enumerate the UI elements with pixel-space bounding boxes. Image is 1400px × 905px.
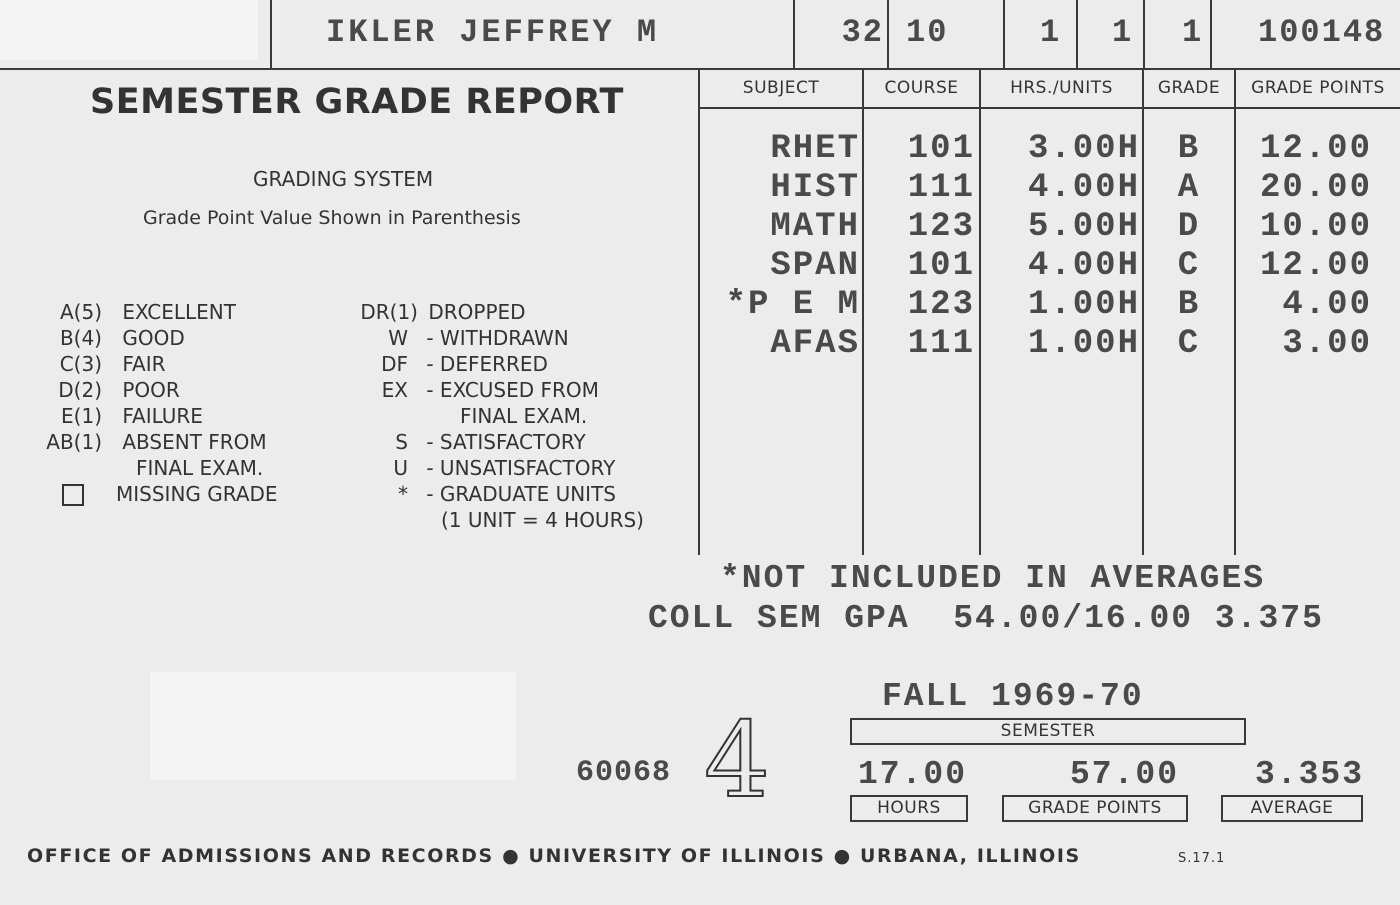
strip-code: 32 — [841, 14, 884, 51]
legend-item — [40, 325, 185, 351]
table-cell-points: 20.00 — [1259, 169, 1372, 207]
strip-divider — [270, 0, 272, 68]
column-header-subject: SUBJECT — [742, 78, 820, 98]
table-cell-grade: D — [1177, 208, 1201, 246]
legend-code: C(3) — [59, 352, 102, 376]
table-cell-points: 10.00 — [1259, 208, 1372, 246]
table-cell-subject: AFAS — [770, 325, 860, 363]
missing-grade-box-icon — [62, 484, 84, 506]
total-hours: 17.00 — [858, 756, 968, 793]
table-cell-grade: C — [1177, 247, 1201, 285]
table-cell-grade: C — [1177, 325, 1201, 363]
legend-code: DF — [381, 352, 408, 376]
legend-text: - UNSATISFACTORY — [426, 456, 616, 480]
semester-label-box: SEMESTER — [850, 718, 1246, 745]
strip-divider — [1210, 0, 1212, 68]
table-cell-hours: 4.00H — [1027, 247, 1140, 285]
table-column-rule — [1234, 68, 1236, 555]
grade-column — [1144, 130, 1234, 364]
footer-line — [27, 845, 1081, 867]
stub-number: 60068 — [576, 756, 672, 790]
legend-code: A(5) — [59, 300, 102, 324]
table-cell-course: 123 — [907, 208, 975, 246]
legend-text: (1 UNIT = 4 HOURS) — [441, 508, 644, 532]
legend-code: E(1) — [61, 404, 102, 428]
column-header-grade-points: GRADE POINTS — [1251, 78, 1385, 98]
table-cell-hours: 5.00H — [1027, 208, 1140, 246]
footer-bullet: ● — [833, 845, 860, 867]
table-cell-grade: A — [1177, 169, 1201, 207]
table-cell-hours: 4.00H — [1027, 169, 1140, 207]
legend-item — [40, 299, 236, 325]
column-header-hours: HRS./UNITS — [1010, 78, 1113, 98]
table-cell-subject: HIST — [770, 169, 860, 207]
grade-points-column — [1240, 130, 1372, 364]
table-cell-hours: 3.00H — [1027, 130, 1140, 168]
strip-code: 1 — [1112, 14, 1134, 51]
legend-item — [340, 481, 616, 507]
strip-code: 1 — [1040, 14, 1062, 51]
table-column-rule — [862, 68, 864, 555]
legend-text: ABSENT FROM — [122, 430, 267, 454]
legend-text: EXCELLENT — [122, 300, 236, 324]
semester-term: FALL 1969-70 — [882, 678, 1144, 715]
footer-university: UNIVERSITY OF ILLINOIS — [528, 845, 826, 867]
legend-code: AB(1) — [46, 430, 102, 454]
legend-text: MISSING GRADE — [116, 482, 278, 506]
legend-code: U — [393, 456, 408, 480]
legend-code: DR(1) — [360, 300, 418, 324]
table-cell-points: 4.00 — [1282, 286, 1372, 324]
table-cell-course: 111 — [907, 325, 975, 363]
footer-city: URBANA, ILLINOIS — [860, 845, 1081, 867]
strip-code: 10 — [906, 14, 949, 51]
table-cell-course: 101 — [907, 130, 975, 168]
legend-item — [40, 351, 166, 377]
legend-text: - EXCUSED FROM — [426, 378, 599, 402]
student-name: IKLER JEFFREY M — [326, 14, 660, 51]
legend-item — [340, 429, 586, 455]
table-cell-hours: 1.00H — [1027, 286, 1140, 324]
legend-item — [340, 377, 599, 403]
legend-text: FINAL EXAM. — [136, 456, 264, 480]
strip-code: 1 — [1182, 14, 1204, 51]
grading-system-subheading: Grade Point Value Shown in Parenthesis — [143, 207, 521, 229]
strip-divider — [1143, 0, 1145, 68]
legend-code: W — [388, 326, 408, 350]
legend-item — [340, 325, 569, 351]
table-cell-course: 101 — [907, 247, 975, 285]
legend-item — [40, 429, 267, 455]
gpa-line: COLL SEM GPA 54.00/16.00 3.375 — [648, 600, 1324, 637]
column-header-course: COURSE — [884, 78, 959, 98]
table-cell-subject: MATH — [770, 208, 860, 246]
table-cell-subject: SPAN — [770, 247, 860, 285]
table-cell-grade: B — [1177, 130, 1201, 168]
legend-item — [340, 455, 615, 481]
legend-text: POOR — [122, 378, 180, 402]
strip-divider — [1003, 0, 1005, 68]
legend-text: - SATISFACTORY — [426, 430, 586, 454]
redacted-area-top — [0, 0, 258, 60]
hours-label-box: HOURS — [850, 795, 968, 822]
table-cell-hours: 1.00H — [1027, 325, 1140, 363]
footer-bullet: ● — [502, 845, 529, 867]
table-column-rule — [698, 68, 700, 555]
strip-divider — [793, 0, 795, 68]
strip-code: 100148 — [1258, 14, 1386, 51]
table-column-rule — [979, 68, 981, 555]
course-column — [880, 130, 975, 364]
legend-item — [136, 455, 263, 481]
table-cell-grade: B — [1177, 286, 1201, 324]
table-cell-points: 12.00 — [1259, 247, 1372, 285]
legend-item — [116, 481, 278, 507]
legend-code: B(4) — [59, 326, 102, 350]
footer-office: OFFICE OF ADMISSIONS AND RECORDS — [27, 845, 494, 867]
legend-item — [40, 403, 203, 429]
redacted-area-address — [150, 672, 516, 780]
hours-column — [990, 130, 1140, 364]
table-cell-subject: *P E M — [725, 286, 860, 324]
table-cell-course: 123 — [907, 286, 975, 324]
table-cell-points: 3.00 — [1282, 325, 1372, 363]
semester-average: 3.353 — [1255, 756, 1365, 793]
table-cell-points: 12.00 — [1259, 130, 1372, 168]
column-header-grade: GRADE — [1157, 78, 1221, 98]
legend-text: - DEFERRED — [426, 352, 548, 376]
legend-item — [340, 351, 548, 377]
average-label-box: AVERAGE — [1221, 795, 1363, 822]
subject-column — [718, 130, 860, 364]
form-code: S.17.1 — [1178, 851, 1226, 866]
legend-text: FAILURE — [122, 404, 203, 428]
legend-code: EX — [381, 378, 408, 402]
legend-text: FINAL EXAM. — [460, 404, 588, 428]
legend-item — [460, 403, 587, 429]
strip-divider — [1076, 0, 1078, 68]
not-included-note: *NOT INCLUDED IN AVERAGES — [720, 560, 1266, 597]
legend-item — [340, 299, 526, 325]
table-cell-subject: RHET — [770, 130, 860, 168]
legend-item — [441, 507, 644, 533]
legend-item — [40, 377, 180, 403]
grade-points-label-box: GRADE POINTS — [1002, 795, 1188, 822]
grading-system-heading: GRADING SYSTEM — [253, 167, 434, 191]
legend-text: - GRADUATE UNITS — [426, 482, 616, 506]
table-header-rule — [698, 107, 1400, 109]
total-grade-points: 57.00 — [1070, 756, 1180, 793]
report-title: SEMESTER GRADE REPORT — [90, 82, 624, 122]
legend-text: FAIR — [122, 352, 166, 376]
legend-text: GOOD — [122, 326, 185, 350]
legend-text: - WITHDRAWN — [426, 326, 569, 350]
legend-code: D(2) — [58, 378, 102, 402]
large-outline-digit: 4 — [704, 699, 771, 821]
legend-code: S — [395, 430, 408, 454]
table-cell-course: 111 — [907, 169, 975, 207]
strip-divider — [887, 0, 889, 68]
legend-text: DROPPED — [428, 300, 526, 324]
top-strip-bottom-rule — [0, 68, 1400, 70]
legend-code: * — [398, 482, 408, 506]
